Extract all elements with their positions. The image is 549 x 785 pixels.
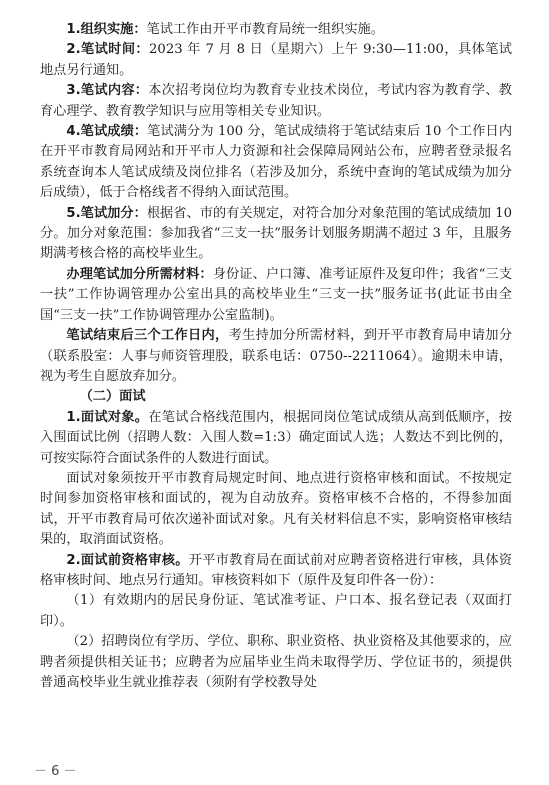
paragraph-text: 笔试满分为 100 分，笔试成绩将于笔试结束后 10 个工作日内在开平市教育局网站和开平市人力资源和社会保障局网站公布，应聘者登录报名系统查询本人笔试成绩及岗位排名（若涉及加分，系统中查询的笔试成绩为加分后成绩），低于合格线者不得纳入面试范围。 bbox=[40, 124, 513, 201]
paragraph-label: 1.组织实施： bbox=[66, 22, 147, 37]
paragraph-exam-content bbox=[40, 81, 512, 122]
paragraph-interview-rules bbox=[40, 469, 512, 551]
paragraph-exam-time bbox=[40, 40, 512, 81]
paragraph-qualification-review bbox=[40, 551, 512, 592]
paragraph-text: 开平市教育局在面试前对应聘者资格进行审核，具体资格审核时间、地点另行通知。审核资料如下（原件及复印件各一份）： bbox=[40, 552, 513, 588]
section-heading-interview bbox=[40, 387, 512, 407]
paragraph-bonus-deadline bbox=[40, 326, 512, 387]
paragraph-label: 1.面试对象。 bbox=[66, 409, 149, 425]
paragraph-text: 本次招考岗位均为教育专业技术岗位，考试内容为教育学、教育心理学、教育教学知识与应用等相关专业知识。 bbox=[40, 83, 512, 119]
paragraph-label: 3.笔试内容： bbox=[66, 83, 149, 99]
paragraph-label: 2.笔试时间： bbox=[66, 42, 150, 58]
paragraph-text: 笔试工作由开平市教育局统一组织实施。 bbox=[146, 22, 384, 37]
paragraph-label: 5.笔试加分： bbox=[66, 205, 147, 221]
paragraph-label: 4.笔试成绩： bbox=[66, 124, 148, 140]
paragraph-text: （2）招聘岗位有学历、学位、职称、职业资格、执业资格及其他要求的，应聘者须提供相关证书；应聘者为应届毕业生尚未取得学历、学位证书的，须提供普通高校毕业生就业推荐表（须附有学校教导处 bbox=[40, 634, 512, 690]
paragraph-text: 在笔试合格线范围内，根据同岗位笔试成绩从高到低顺序，按入围面试比例（招聘人数：入围人数=1:3）确定面试人选；人数达不到比例的，可按实际符合面试条件的人数进行面试。 bbox=[40, 409, 512, 466]
paragraph-text: 考生持加分所需材料，到开平市教育局申请加分（联系股室：人事与师资管理股，联系电话：0750--2211064）。逾期未申请，视为考生自愿放弃加分。 bbox=[40, 328, 513, 384]
paragraph-review-item-1 bbox=[40, 591, 512, 632]
paragraph-interview-candidates bbox=[40, 408, 512, 469]
section-heading-text: （二）面试 bbox=[79, 389, 146, 405]
paragraph-text: 2023 年 7 月 8 日（星期六）上午 9:30—11:00，具体笔试地点另行通知。 bbox=[40, 42, 512, 78]
document-body bbox=[40, 20, 512, 693]
paragraph-text: （1）有效期内的居民身份证、笔试准考证、户口本、报名登记表（双面打印）。 bbox=[40, 593, 512, 629]
paragraph-bonus-points bbox=[40, 204, 512, 265]
paragraph-text: 根据省、市的有关规定，对符合加分对象范围的笔试成绩加 10 分。加分对象范围：参加我省“三支一扶”服务计划服务期满不超过 3 年，且服务期满考核合格的高校毕业生。 bbox=[40, 205, 512, 262]
paragraph-exam-score bbox=[40, 122, 512, 204]
paragraph-label: 笔试结束后三个工作日内， bbox=[66, 328, 229, 344]
paragraph-label: 办理笔试加分所需材料： bbox=[66, 266, 213, 282]
paragraph-review-item-2 bbox=[40, 632, 512, 693]
paragraph-text: 面试对象须按开平市教育局规定时间、地点进行资格审核和面试。不按规定时间参加资格审核和面试的，视为自动放弃。资格审核不合格的，不得参加面试，开平市教育局可依次递补面试对象。凡有关材料信息不实，影响资格审核结果的，取消面试资格。 bbox=[40, 470, 512, 548]
paragraph-text: 身份证、户口簿、准考证原件及复印件；我省“三支一扶”工作协调管理办公室出具的高校毕业生“三支一扶”服务证书(此证书由全国“三支一扶”工作协调管理办公室监制)。 bbox=[40, 266, 513, 323]
paragraph-bonus-materials bbox=[40, 265, 512, 326]
page-number: － 6 － bbox=[34, 764, 77, 779]
paragraph-exam-organization bbox=[40, 20, 512, 40]
paragraph-label: 2.面试前资格审核。 bbox=[66, 552, 189, 568]
